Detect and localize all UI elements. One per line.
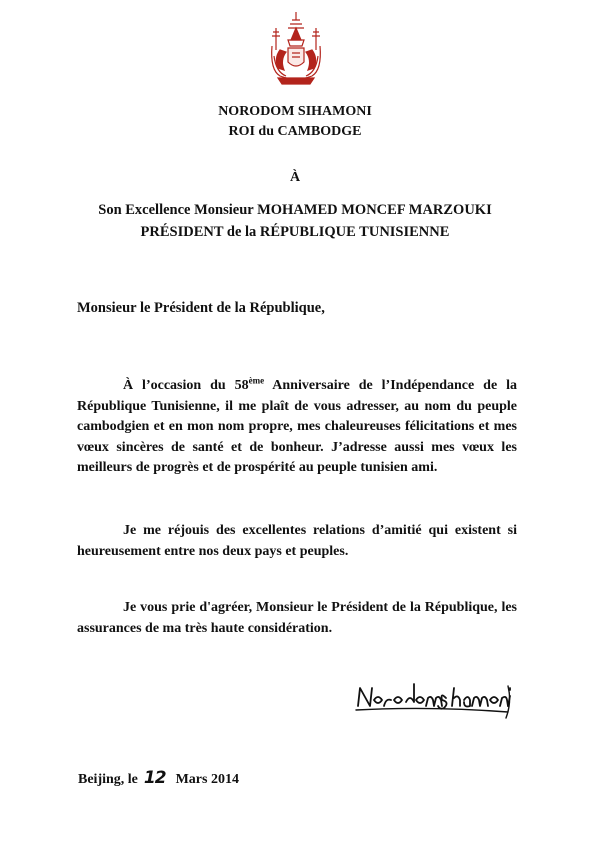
body-paragraph-2: Je me réjouis des excellentes relations d’amitié qui existent si heureusement entre nos deux pays et peuples. xyxy=(77,523,517,559)
salutation: Monsieur le Président de la République, xyxy=(77,300,325,316)
body-paragraph-3: Je vous prie d'agréer, Monsieur le Président de la République, les assurances de ma très haute considération. xyxy=(77,600,517,636)
ordinal-suffix: ème xyxy=(248,375,265,386)
dateline-place: Beijing, le xyxy=(78,772,138,787)
dateline-day: 12 xyxy=(143,768,166,788)
paragraph1-rest: Anniversaire de l’Indépendance de la République Tunisienne, il me plaît de vous adresser, au nom du peuple cambodgien et en mon nom propre, mes chaleureuses félicitations et mes vœux sincères de santé et de bonheur. J’adresse aussi mes vœux les meilleurs de progrès et de prospérité au peuple tunisien ami. xyxy=(77,378,517,475)
handwritten-signature xyxy=(350,676,520,724)
dateline-month-year: Mars 2014 xyxy=(175,772,239,787)
body-paragraph-1 xyxy=(77,376,517,479)
sender-name: NORODOM SIHAMONI xyxy=(218,104,372,119)
addressee-marker: À xyxy=(289,170,301,185)
sender-title: ROI du CAMBODGE xyxy=(228,124,362,139)
recipient-name: Son Excellence Monsieur MOHAMED MONCEF MARZOUKI xyxy=(98,202,492,218)
paragraph1-start: À l’occasion du 58 xyxy=(123,378,249,393)
recipient-title: PRÉSIDENT de la RÉPUBLIQUE TUNISIENNE xyxy=(140,224,450,240)
dateline xyxy=(78,768,239,788)
royal-crest-icon xyxy=(266,10,326,88)
